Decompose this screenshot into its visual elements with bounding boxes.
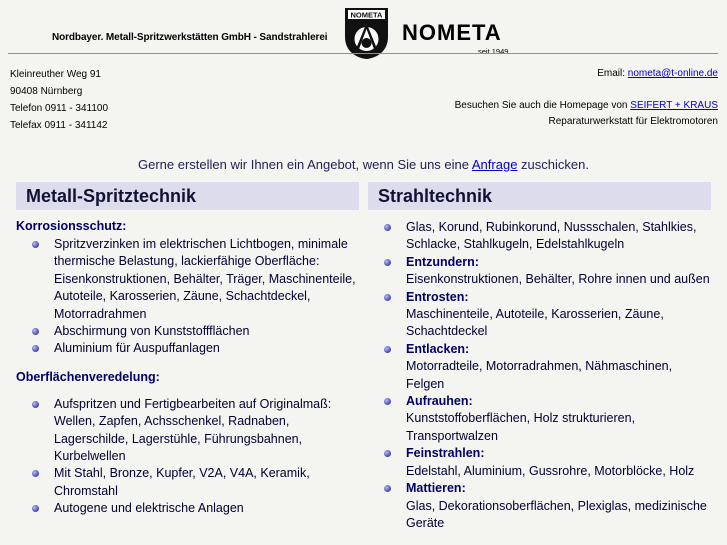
section-oberflaechenveredelung: Oberflächenveredelung: <box>16 369 160 384</box>
since-year: seit 1949 <box>478 47 509 56</box>
svg-text:NOMETA: NOMETA <box>350 10 383 20</box>
bullet-icon <box>384 259 391 266</box>
list-item: Spritzverzinken im elektrischen Lichtbogen, minimale thermische Belastung, lackierfähige Oberfläche: Eisenkonstruktionen, Behälter, Träger, Maschinenteile, Autoteile, Karosserien, Zäune, Schachtdeckel, Motorradrahmen <box>16 236 359 323</box>
list-item: Entrosten: Maschinenteile, Autoteile, Karosserien, Zäune, Schachtdeckel <box>368 289 713 341</box>
metall-spritztechnik-title: Metall-Spritztechnik <box>16 182 359 210</box>
phone: Telefon 0911 - 341100 <box>10 103 109 114</box>
bullet-icon <box>384 346 391 353</box>
bullet-icon <box>32 505 39 512</box>
homepage-line <box>455 98 718 114</box>
list-item: Mit Stahl, Bronze, Kupfer, V2A, V4A, Keramik, Chromstahl <box>16 465 359 500</box>
contact-block <box>455 66 718 130</box>
bullet-icon <box>32 241 39 248</box>
strahltechnik-list <box>368 219 713 532</box>
list-item: Autogene und elektrische Anlagen <box>16 500 359 517</box>
list-item: Abschirmung von Kunststoffflächen <box>16 323 359 340</box>
strahltechnik-title: Strahltechnik <box>368 182 711 210</box>
anfrage-link[interactable]: Anfrage <box>471 157 518 172</box>
section-korrosionsschutz: Korrosionsschutz: <box>16 219 127 233</box>
list-item: Aufrauhen: Kunststoffoberflächen, Holz strukturieren, Transportwalzen <box>368 393 713 445</box>
seifert-kraus-link[interactable]: SEIFERT + KRAUS <box>630 100 718 111</box>
list-item: Glas, Korund, Rubinkorund, Nussschalen, Stahlkies, Schlacke, Stahlkugeln, Edelstahlkugeln <box>368 219 713 254</box>
email-line <box>455 66 718 82</box>
brand-name: NOMETA <box>402 20 502 45</box>
list-item: Feinstrahlen: Edelstahl, Aluminium, Gussrohre, Motorblöcke, Holz <box>368 445 713 480</box>
oberflaechen-list <box>16 396 359 518</box>
bullet-icon <box>32 470 39 477</box>
bullet-icon <box>384 294 391 301</box>
email-link[interactable]: nometa@t-online.de <box>627 68 718 79</box>
left-column <box>16 219 359 518</box>
city: 90408 Nürnberg <box>10 86 83 97</box>
company-name: Nordbayer. Metall-Spritzwerkstätten GmbH - Sandstrahlerei <box>52 32 328 43</box>
list-item: Aufspritzen und Fertigbearbeiten auf Originalmaß: Wellen, Zapfen, Achsschenkel, Radnaben, Lagerschilde, Lagerstühle, Führungsbahnen, Kurbelwellen <box>16 396 359 466</box>
street: Kleinreuther Weg 91 <box>10 69 101 80</box>
homepage-sub: Reparaturwerkstatt für Elektromotoren <box>548 116 718 127</box>
list-item: Entlacken: Motorradteile, Motorradrahmen, Nähmaschinen, Felgen <box>368 341 713 393</box>
right-column <box>368 219 713 532</box>
bullet-icon <box>384 398 391 405</box>
intro-prefix: Gerne erstellen wir Ihnen ein Angebot, wenn Sie uns eine <box>138 157 472 172</box>
bullet-icon <box>384 485 391 492</box>
bullet-icon <box>32 328 39 335</box>
bullet-icon <box>384 450 391 457</box>
intro-suffix: zuschicken. <box>517 157 589 172</box>
bullet-icon <box>384 224 391 231</box>
address-block <box>10 66 108 134</box>
list-item: Entzundern: Eisenkonstruktionen, Behälter, Rohre innen und außen <box>368 254 713 289</box>
homepage-prefix: Besuchen Sie auch die Homepage von <box>454 100 631 111</box>
fax: Telefax 0911 - 341142 <box>10 120 108 131</box>
list-item: Mattieren: Glas, Dekorationsoberflächen, Plexiglas, medizinische Geräte <box>368 480 713 532</box>
korrosionsschutz-list <box>16 236 359 358</box>
bullet-icon <box>32 345 39 352</box>
header-divider <box>8 53 718 54</box>
list-item: Aluminium für Auspuffanlagen <box>16 340 359 357</box>
bullet-icon <box>32 401 39 408</box>
intro-text <box>0 157 727 172</box>
email-label: Email: <box>597 68 628 79</box>
